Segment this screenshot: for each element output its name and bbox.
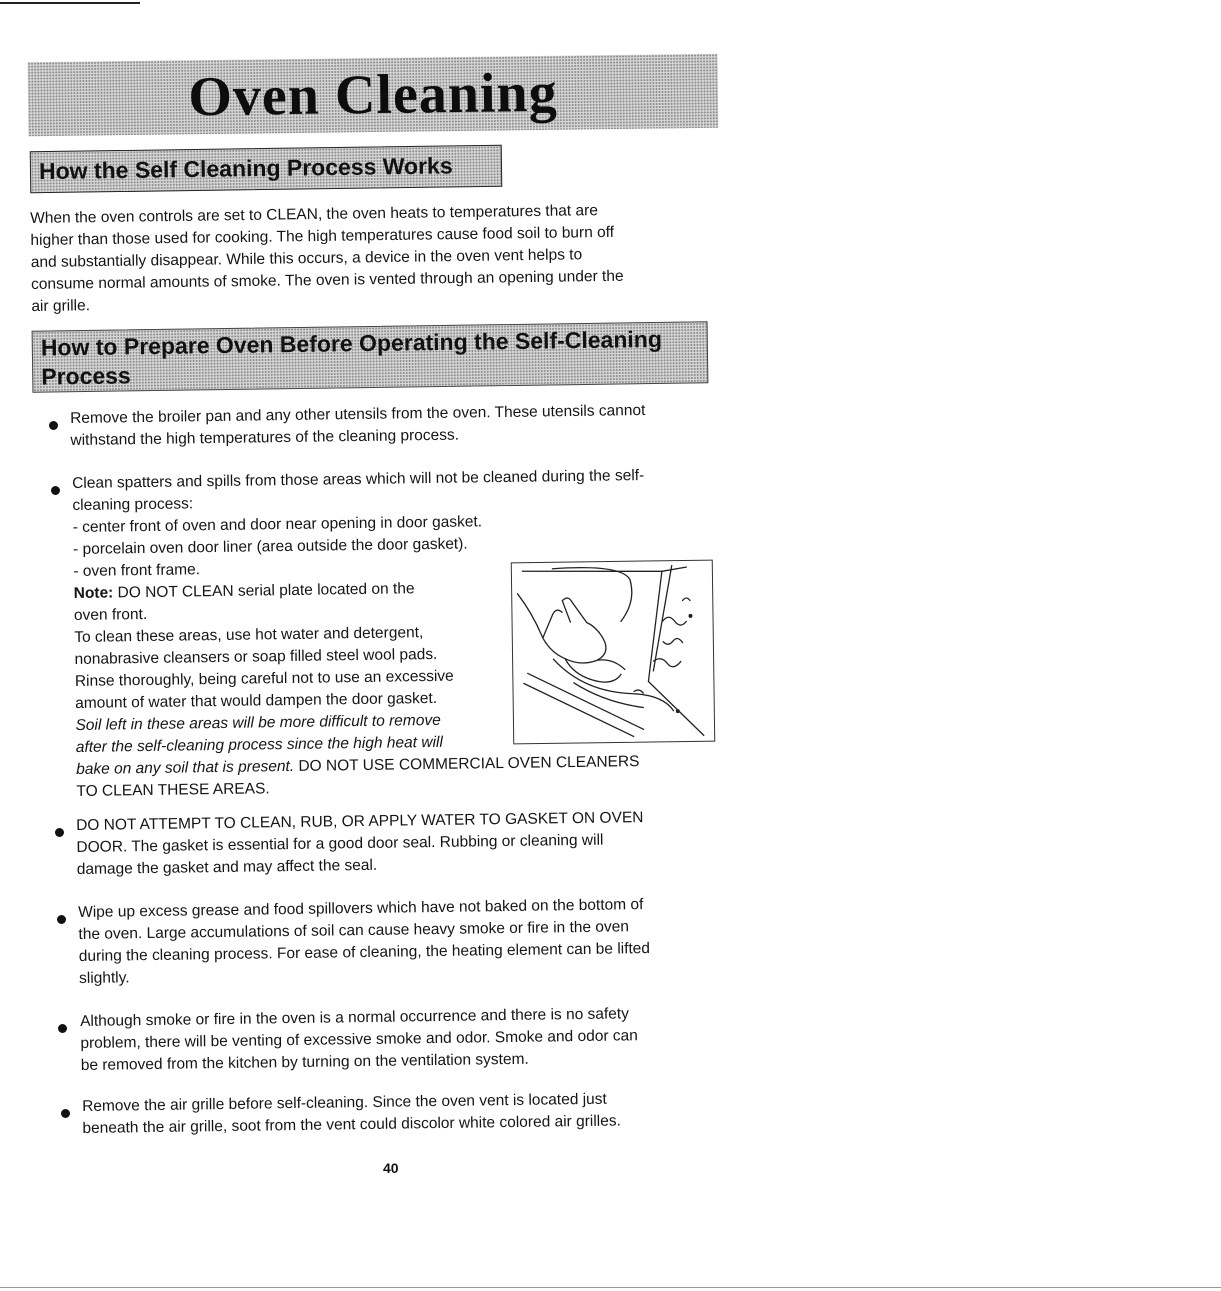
text-line: DO NOT ATTEMPT TO CLEAN, RUB, OR APPLY WATER TO GASKET ON OVEN — [76, 809, 644, 834]
text-line: air grille. — [31, 297, 91, 315]
bullet-icon — [58, 1024, 67, 1033]
text-line: Soil left in these areas will be more difficult to remove — [75, 711, 441, 734]
bullet-remove-broiler-pan — [70, 399, 731, 452]
bottom-rule — [0, 1287, 1221, 1288]
text-line: Rinse thoroughly, being careful not to use an excessive — [74, 667, 454, 690]
section-heading-prepare-oven — [32, 321, 709, 392]
text-line: When the oven controls are set to CLEAN, the oven heats to temperatures that are — [30, 202, 599, 227]
bullet-icon — [57, 915, 66, 924]
text-line: Although smoke or fire in the oven is a normal occurrence and there is no safety — [80, 1005, 630, 1030]
italic-text: bake on any soil that is present. — [76, 757, 295, 778]
text-line: nonabrasive cleansers or soap filled steel wool pads. — [74, 645, 438, 668]
text-line: during the cleaning process. For ease of cleaning, the heating element can be lifted — [78, 940, 651, 965]
page-title: Oven Cleaning — [187, 61, 558, 129]
bullet-icon — [49, 421, 58, 430]
text-line: DOOR. The gasket is essential for a good door seal. Rubbing or cleaning will — [76, 831, 604, 856]
note-label: Note: — [73, 584, 114, 602]
text-line: TO CLEAN THESE AREAS. — [76, 780, 270, 800]
text-line: - center front of oven and door near opening in door gasket. — [72, 513, 483, 536]
text-line: be removed from the kitchen by turning on the ventilation system. — [80, 1050, 529, 1074]
title-banner — [28, 54, 719, 136]
top-rule — [0, 2, 140, 4]
text-line: - oven front frame. — [73, 561, 201, 580]
text-line: damage the gasket and may affect the seal. — [76, 856, 378, 878]
text-line: - porcelain oven door liner (area outside the door gasket). — [72, 535, 468, 558]
text-line: To clean these areas, use hot water and detergent, — [74, 624, 424, 646]
text-line: Remove the air grille before self-cleaning. Since the oven vent is located just — [82, 1090, 607, 1115]
text-line: Wipe up excess grease and food spillovers which have not baked on the bottom of — [78, 896, 644, 921]
bullet-smoke-or-fire — [80, 1002, 741, 1077]
text-line: cleaning process: — [72, 495, 194, 514]
text-line: withstand the high temperatures of the cleaning process. — [70, 426, 460, 449]
note-text: DO NOT CLEAN serial plate located on the — [117, 580, 415, 602]
text-line: problem, there will be venting of excessive smoke and odor. Smoke and odor can — [80, 1027, 638, 1052]
illustration-cleaning-oven-door — [511, 560, 716, 745]
bullet-remove-air-grille — [82, 1087, 743, 1140]
text-line: consume normal amounts of smoke. The oven is vented through an opening under the — [30, 267, 624, 293]
text-line: the oven. Large accumulations of soil can cause heavy smoke or fire in the oven — [78, 918, 630, 943]
bullet-do-not-clean-gasket — [76, 806, 737, 881]
intro-paragraph — [30, 198, 731, 318]
text-line: oven front. — [73, 605, 148, 624]
text-line: Clean spatters and spills from those areas which will not be cleaned during the self- — [72, 467, 645, 492]
text-line: after the self-cleaning process since the high heat will — [75, 733, 443, 756]
page-number: 40 — [383, 1160, 399, 1176]
text-line: Remove the broiler pan and any other utensils from the oven. These utensils cannot — [70, 401, 646, 427]
bullet-icon — [61, 1109, 70, 1118]
bullet-wipe-excess-grease — [78, 893, 739, 990]
text-line: amount of water that would dampen the door gasket. — [75, 689, 438, 712]
bullet-icon — [55, 828, 64, 837]
text-line: and substantially disappear. While this occurs, a device in the oven vent helps to — [30, 246, 583, 271]
text-line: beneath the air grille, soot from the vent could discolor white colored air grilles. — [82, 1112, 621, 1137]
hand-wiping-oven-icon — [512, 561, 714, 744]
section-heading-self-cleaning-process — [30, 145, 503, 194]
text-line: slightly. — [78, 969, 130, 987]
section-heading-text: How to Prepare Oven Before Operating the Self-Cleaning Process — [40, 325, 663, 390]
caps-warning: DO NOT USE COMMERCIAL OVEN CLEANERS — [293, 753, 640, 775]
text-line: higher than those used for cooking. The high temperatures cause food soil to burn off — [30, 223, 615, 249]
section-heading-text: How the Self Cleaning Process Works — [38, 152, 453, 185]
bullet-icon — [51, 486, 60, 495]
